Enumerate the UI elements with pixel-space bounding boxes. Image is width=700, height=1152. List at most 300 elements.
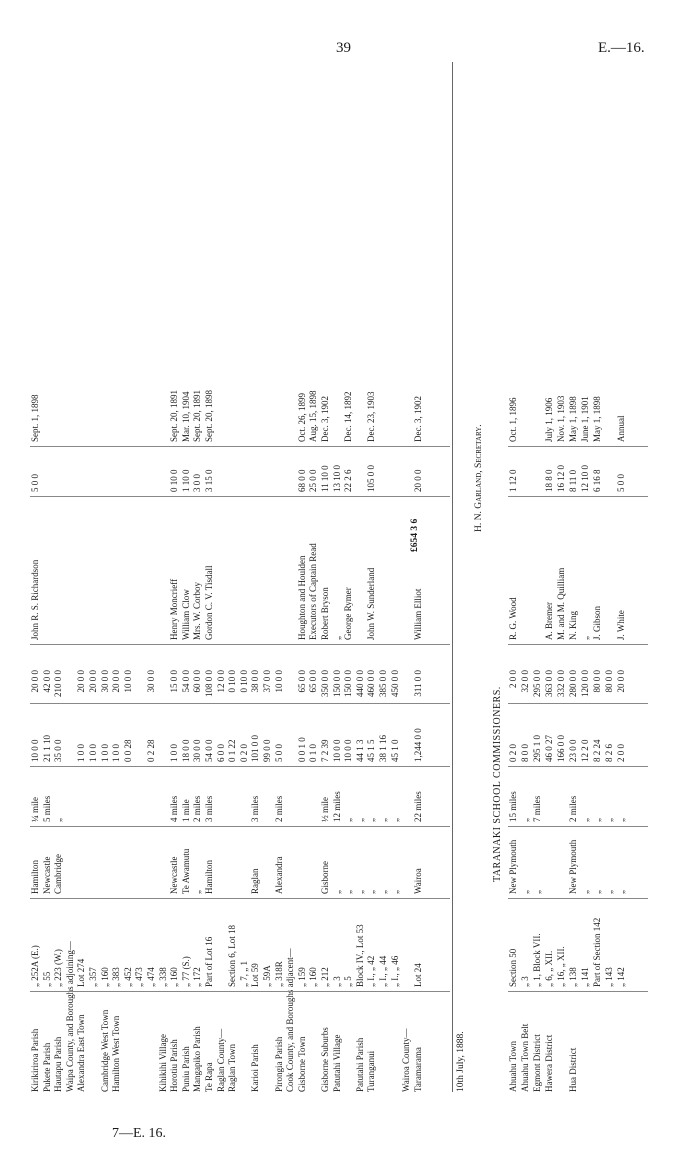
cell-sec: Section 6, Lot 18: [227, 925, 238, 987]
cell-sec: „ 318R: [273, 961, 284, 987]
document-code: E.—16.: [598, 40, 645, 56]
table-row: [100, 62, 111, 1092]
cell-town: „: [366, 890, 377, 894]
cell-area: 0 0 28: [122, 739, 133, 762]
cell-dist: „: [389, 818, 400, 822]
cell-rent: 1 12 0: [508, 469, 518, 492]
table-row: [580, 62, 591, 1092]
cell-sec: „ 142: [616, 967, 626, 987]
table-row: [250, 62, 261, 1092]
cell-area: 6 0 0: [215, 744, 226, 762]
cell-area: 7 2 39: [320, 739, 330, 762]
cell-area: 10 0 0: [331, 739, 342, 762]
cell-ten: John R. S. Richardson: [30, 559, 40, 640]
cell-dist: 4 miles: [169, 795, 180, 822]
cell-val: 20 0 0: [30, 670, 40, 693]
cell-dist: „: [354, 818, 365, 822]
cell-town: „: [580, 890, 590, 894]
cell-town: „: [592, 890, 602, 894]
cell-val: 80 0 0: [592, 670, 602, 693]
cell-loc: Raglan Town: [227, 1044, 238, 1092]
table-row: [616, 62, 627, 1092]
cell-area: 101 0 0: [250, 735, 261, 762]
cell-area: 1 0 0: [111, 744, 122, 762]
column-separator: [508, 898, 648, 899]
cell-town: „: [343, 890, 354, 894]
cell-val: 20 0 0: [616, 670, 626, 693]
cell-loc: Kihikihi Village: [157, 1033, 168, 1092]
column-separator: [508, 446, 648, 447]
cell-ten: „: [331, 636, 342, 640]
cell-dist: 22 miles: [412, 791, 423, 822]
cell-date: Oct. 26, 1899: [296, 393, 307, 442]
section-title: TARANAKI SCHOOL COMMISSIONERS.: [492, 686, 503, 882]
column-separator: [30, 703, 450, 704]
table-row: [204, 62, 215, 1092]
cell-sec: „ I., „ 46: [389, 955, 400, 987]
cell-sec: Section 50: [508, 948, 518, 987]
cell-ten: Executors of Captain Read: [308, 543, 319, 640]
table-row: [556, 62, 567, 1092]
cell-area: 0 2 0: [238, 744, 249, 762]
cell-rent: 0 10 0: [169, 469, 180, 492]
cell-sec: „ I., „ 44: [378, 955, 388, 987]
cell-town: „: [616, 890, 626, 894]
cell-date: Dec. 3, 1902: [412, 396, 423, 442]
cell-ten: Mrs. W. Corboy: [192, 581, 203, 640]
cell-rent: 18 8 0: [544, 469, 554, 492]
cell-sec: „ 16, „ XII.: [556, 946, 566, 987]
cell-val: 363 0 0: [544, 670, 554, 697]
cell-town: „: [604, 890, 614, 894]
cell-sec: „ 77 (S.): [180, 956, 191, 987]
table-row: [568, 62, 579, 1092]
cell-sec: „ 172: [192, 967, 203, 987]
cell-val: 38 0 0: [250, 670, 261, 693]
cell-area: 21 1 10: [41, 735, 52, 762]
cell-area: 23 0 0: [568, 739, 578, 762]
cell-sec: „ 452: [122, 967, 133, 987]
cell-sec: „ 7, „ 1: [238, 961, 249, 987]
cell-sec: „ 55: [41, 971, 52, 987]
cell-town: Newcastle: [169, 856, 180, 894]
date-note: 10th July, 1888.: [456, 1031, 466, 1092]
signature: H. N. Garland, Secretary.: [474, 424, 484, 532]
cell-loc: Cambridge West Town: [99, 1009, 110, 1092]
table-row: [308, 62, 319, 1092]
cell-ten: M. and M. Quilliam: [556, 567, 566, 640]
cell-sec: Lot 24: [412, 963, 423, 987]
cell-area: 54 0 0: [204, 739, 214, 762]
table-row: [111, 62, 122, 1092]
cell-sec: „ 160: [308, 967, 319, 987]
cell-loc: Pukete Parish: [41, 1042, 52, 1092]
cell-val: 30 0 0: [146, 670, 156, 693]
cell-val: 20 0 0: [76, 670, 87, 693]
page-number: 39: [336, 40, 351, 56]
cell-area: 8 0 0: [520, 744, 530, 762]
cell-area: 1 0 0: [88, 744, 98, 762]
cell-loc: Wairoa County—: [401, 1028, 412, 1092]
table-row: [532, 62, 543, 1092]
cell-sec: „ I., „ 42: [366, 955, 377, 987]
cell-town: Cambridge: [53, 854, 64, 894]
cell-area: 45 1 0: [389, 739, 400, 762]
table-row: [239, 62, 250, 1092]
cell-dist: ¼ mile: [30, 797, 40, 822]
reserves-table-upper: [30, 62, 450, 1092]
cell-rent: 20 0 0: [412, 469, 423, 492]
table-row: [355, 62, 366, 1092]
cell-loc: Hamilton West Town: [111, 1015, 122, 1092]
cell-val: 280 0 0: [568, 670, 578, 697]
cell-town: New Plymouth: [568, 839, 578, 894]
cell-dist: „: [520, 818, 530, 822]
cell-val: 42 0 0: [41, 670, 52, 693]
cell-area: 1 0 0: [76, 744, 87, 762]
cell-dist: „: [366, 818, 377, 822]
cell-dist: 15 miles: [508, 791, 518, 822]
table-row: [181, 62, 192, 1092]
cell-sec: Part of Lot 16: [204, 936, 214, 987]
cell-loc: Hua District: [568, 1047, 578, 1092]
cell-val: 0 10 0: [238, 670, 249, 693]
footer-code: 7—E. 16.: [112, 1126, 167, 1141]
column-separator: [508, 644, 648, 645]
column-separator: [30, 991, 450, 992]
column-separator: [508, 496, 648, 497]
table-row: [169, 62, 180, 1092]
cell-val: 2 0 0: [508, 670, 518, 688]
cell-val: 0 10 0: [227, 670, 238, 693]
cell-val: 385 0 0: [378, 670, 388, 697]
column-separator: [30, 826, 450, 827]
cell-town: „: [378, 890, 388, 894]
cell-sec: „ 143: [604, 967, 614, 987]
table-row: [192, 62, 203, 1092]
cell-town: Te Awamutu: [180, 848, 191, 894]
cell-sec: „ 338: [157, 967, 168, 987]
cell-val: 350 0 0: [320, 670, 330, 697]
cell-sec: „ 59A: [262, 965, 272, 987]
cell-date: Sept. 20, 1898: [204, 389, 214, 442]
cell-loc: Alexandra East Town: [76, 1014, 87, 1092]
cell-date: Mar. 10, 1904: [180, 391, 191, 442]
cell-loc: Horotiu Parish: [169, 1039, 180, 1092]
table-row: [508, 62, 519, 1092]
column-separator: [30, 898, 450, 899]
cell-val: 440 0 0: [354, 670, 365, 697]
cell-town: Alexandra: [273, 856, 284, 894]
table-row: [227, 62, 238, 1092]
table-row: [378, 62, 389, 1092]
cell-dist: 3 miles: [204, 795, 214, 822]
cell-sec: „ 5: [343, 976, 354, 987]
cell-date: Dec. 23, 1903: [366, 391, 377, 442]
table-row: [520, 62, 531, 1092]
table-row: [88, 62, 99, 1092]
cell-ten: N. King: [568, 611, 578, 640]
cell-val: 460 0 0: [366, 670, 377, 697]
cell-dist: „: [378, 818, 388, 822]
cell-val: 12 0 0: [215, 670, 226, 693]
cell-rent: 12 10 0: [580, 465, 590, 492]
cell-area: 1 0 0: [169, 744, 180, 762]
cell-date: Annual: [616, 415, 626, 442]
cell-town: Hamilton: [30, 860, 40, 894]
reserves-table-lower: [508, 62, 648, 1092]
cell-ten: William Elliot: [412, 588, 423, 640]
column-separator: [508, 766, 648, 767]
cell-area: 46 0 27: [544, 735, 554, 762]
cell-town: Hamilton: [204, 860, 214, 894]
cell-sec: „ 160: [99, 967, 110, 987]
column-separator: [30, 644, 450, 645]
cell-dist: 3 miles: [250, 795, 261, 822]
cell-dist: „: [616, 818, 626, 822]
cell-area: 0 2 0: [508, 744, 518, 762]
cell-sec: „ 6, „ XII.: [544, 950, 554, 987]
cell-area: 12 2 0: [580, 739, 590, 762]
cell-val: 37 0 0: [262, 670, 272, 693]
cell-rent: 1 10 0: [180, 469, 191, 492]
cell-val: 332 0 0: [556, 670, 566, 697]
table-row: [123, 62, 134, 1092]
cell-sec: Lot 274: [76, 958, 87, 987]
cell-town: Raglan: [250, 868, 261, 894]
cell-ten: John W. Sunderland: [366, 567, 377, 640]
cell-area: 2 0 0: [616, 744, 626, 762]
cell-val: 108 0 0: [204, 670, 214, 697]
cell-dist: „: [53, 818, 64, 822]
cell-dist: 5 miles: [41, 795, 52, 822]
table-row: [297, 62, 308, 1092]
cell-area: 10 0 0: [30, 739, 40, 762]
cell-val: 32 0 0: [520, 670, 530, 693]
column-separator: [508, 703, 648, 704]
table-row: [146, 62, 157, 1092]
cell-sec: „ 252A (E.): [30, 945, 40, 987]
cell-date: Dec. 14, 1892: [343, 391, 354, 442]
cell-town: Wairoa: [412, 868, 423, 894]
cell-sec: Part of Section 142: [592, 917, 602, 987]
cell-rent: 3 0 0: [192, 474, 203, 492]
table-row: [413, 62, 424, 1092]
cell-sec: „ 474: [146, 967, 156, 987]
cell-town: „: [532, 890, 542, 894]
cell-dist: 1 mile: [180, 799, 191, 822]
cell-val: 150 0 0: [331, 670, 342, 697]
cell-val: 65 0 0: [308, 670, 319, 693]
table-row: [592, 62, 603, 1092]
cell-val: 20 0 0: [88, 670, 98, 693]
cell-town: „: [354, 890, 365, 894]
table-row: [158, 62, 169, 1092]
cell-val: 54 0 0: [180, 670, 191, 693]
cell-town: Gisborne: [320, 861, 330, 894]
cell-sec: „ 3: [331, 976, 342, 987]
cell-loc: Ahuahu Town Belt: [520, 1023, 530, 1092]
cell-date: May 1, 1898: [592, 396, 602, 442]
cell-loc: Hawera District: [544, 1034, 554, 1092]
cell-loc: Mangapiko Parish: [192, 1026, 203, 1092]
cell-ten: A. Bremer: [544, 602, 554, 640]
cell-sec: „ 473: [134, 967, 145, 987]
cell-val: 150 0 0: [343, 670, 354, 697]
cell-date: Sept. 1, 1898: [30, 394, 40, 442]
cell-loc: Patutahi Parish: [354, 1037, 365, 1092]
column-separator: [508, 826, 648, 827]
cell-area: 0 1 0: [308, 744, 319, 762]
cell-sec: „ 383: [111, 967, 122, 987]
cell-dist: 7 miles: [532, 795, 542, 822]
cell-ten: R. G. Wood: [508, 597, 518, 640]
table-row: [366, 62, 377, 1092]
column-separator: [30, 766, 450, 767]
table-row: [134, 62, 145, 1092]
cell-area: 0 2 28: [146, 739, 156, 762]
cell-date: Oct. 1, 1896: [508, 397, 518, 442]
cell-date: July 1, 1906: [544, 397, 554, 442]
cell-loc: Kirikiriroa Parish: [30, 1028, 40, 1092]
column-separator: [30, 446, 450, 447]
section-divider: [452, 62, 453, 1092]
cell-area: 8 2 6: [604, 744, 614, 762]
cell-area: 18 0 0: [180, 739, 191, 762]
cell-dist: „: [604, 818, 614, 822]
cell-val: 295 0 0: [532, 670, 542, 697]
cell-loc: Pirongia Parish: [273, 1036, 284, 1092]
cell-date: Nov. 1, 1903: [556, 395, 566, 442]
cell-sec: „ 3: [520, 976, 530, 987]
cell-loc: Ahuahu Town: [508, 1041, 518, 1092]
cell-town: New Plymouth: [508, 839, 518, 894]
cell-ten: J. White: [616, 610, 626, 640]
cell-sec: Block IV., Lot 53: [354, 924, 365, 987]
cell-town: „: [331, 890, 342, 894]
cell-rent: 8 11 0: [568, 469, 578, 492]
cell-area: 295 1 0: [532, 735, 542, 762]
cell-town: Newcastle: [41, 856, 52, 894]
cell-rent: 25 0 0: [308, 469, 319, 492]
cell-area: 1 0 0: [99, 744, 110, 762]
table-row: [343, 62, 354, 1092]
cell-loc: Gisborne Suburbs: [320, 1027, 330, 1092]
table-row: [285, 62, 296, 1092]
column-separator: [508, 991, 648, 992]
cell-rent: 16 12 0: [556, 465, 566, 492]
cell-val: 15 0 0: [169, 670, 180, 693]
cell-loc: Taramarama: [412, 1047, 423, 1092]
cell-ten: William Clow: [180, 589, 191, 640]
cell-loc: Raglan County—: [215, 1028, 226, 1092]
cell-loc: Hautapu Parish: [53, 1036, 64, 1092]
cell-date: Aug. 15, 1898: [308, 390, 319, 442]
cell-sec: „ 138: [568, 967, 578, 987]
cell-dist: „: [592, 818, 602, 822]
cell-val: 10 0 0: [122, 670, 133, 693]
table-row: [65, 62, 76, 1092]
cell-town: „: [192, 890, 203, 894]
cell-date: Dec. 3, 1902: [320, 396, 330, 442]
cell-ten: J. Gibson: [592, 605, 602, 640]
cell-val: 65 0 0: [296, 670, 307, 693]
cell-val: 120 0 0: [580, 670, 590, 697]
cell-loc: Turanganui: [366, 1050, 377, 1092]
cell-area: 5 0 0: [273, 744, 284, 762]
cell-area: 30 0 0: [192, 739, 203, 762]
cell-val: 311 0 0: [412, 670, 423, 697]
table-row: [604, 62, 615, 1092]
table-row: [262, 62, 273, 1092]
table-row: [216, 62, 227, 1092]
cell-sec: „ 159: [296, 967, 307, 987]
cell-val: 60 0 0: [192, 670, 203, 693]
cell-ten: Henry Moncrieff: [169, 578, 180, 640]
cell-dist: ½ mile: [320, 797, 330, 822]
cell-area: 44 1 3: [354, 739, 365, 762]
table-row: [76, 62, 87, 1092]
cell-sec: „ 1, Block VII.: [532, 933, 542, 987]
total-amount: £654 3 6: [410, 518, 420, 552]
cell-area: 0 0 1 0: [296, 737, 307, 762]
cell-sec: „ 160: [169, 967, 180, 987]
cell-ten: Robert Bryson: [320, 587, 330, 640]
cell-date: June 1, 1901: [580, 396, 590, 442]
table-row: [390, 62, 401, 1092]
table-row: [401, 62, 412, 1092]
cell-ten: Houghton and Houlden: [296, 555, 307, 640]
cell-loc: Puniu Parish: [180, 1046, 191, 1092]
cell-sec: Lot 59: [250, 963, 261, 987]
cell-rent: 5 0 0: [30, 474, 40, 492]
cell-ten: Gordon C. V. Tisdall: [204, 565, 214, 640]
cell-area: 10 0 0: [343, 739, 354, 762]
table-row: [320, 62, 331, 1092]
cell-date: Sept. 20, 1891: [192, 389, 203, 442]
cell-loc: Te Rapa: [204, 1062, 214, 1092]
cell-dist: 2 miles: [273, 795, 284, 822]
cell-dist: 2 miles: [568, 795, 578, 822]
cell-rent: 68 0 0: [296, 469, 307, 492]
cell-rent: 11 10 0: [320, 465, 330, 492]
cell-loc: Cook County, and Boroughs adjacent—: [285, 948, 296, 1092]
cell-dist: „: [343, 818, 354, 822]
cell-area: 0 1 22: [227, 739, 238, 762]
cell-rent: 105 0 0: [366, 465, 377, 492]
cell-val: 30 0 0: [99, 670, 110, 693]
cell-loc: Gisborne Town: [296, 1036, 307, 1092]
cell-area: 35 0 0: [53, 739, 64, 762]
cell-ten: „: [580, 636, 590, 640]
cell-town: „: [389, 890, 400, 894]
cell-val: 210 0 0: [53, 670, 64, 697]
cell-dist: 2 miles: [192, 795, 203, 822]
cell-area: 8 2 24: [592, 739, 602, 762]
cell-area: 166 0 0: [556, 735, 566, 762]
cell-rent: 22 2 6: [343, 469, 354, 492]
table-row: [332, 62, 343, 1092]
table-row: [274, 62, 285, 1092]
cell-val: 20 0 0: [111, 670, 122, 693]
cell-loc: Patutahi Village: [331, 1034, 342, 1092]
cell-rent: 3 15 0: [204, 469, 214, 492]
cell-town: „: [520, 890, 530, 894]
cell-sec: „ 141: [580, 967, 590, 987]
cell-sec: „ 357: [88, 967, 98, 987]
cell-rent: 5 0 0: [616, 474, 626, 492]
cell-sec: „ 223 (W.): [53, 949, 64, 987]
